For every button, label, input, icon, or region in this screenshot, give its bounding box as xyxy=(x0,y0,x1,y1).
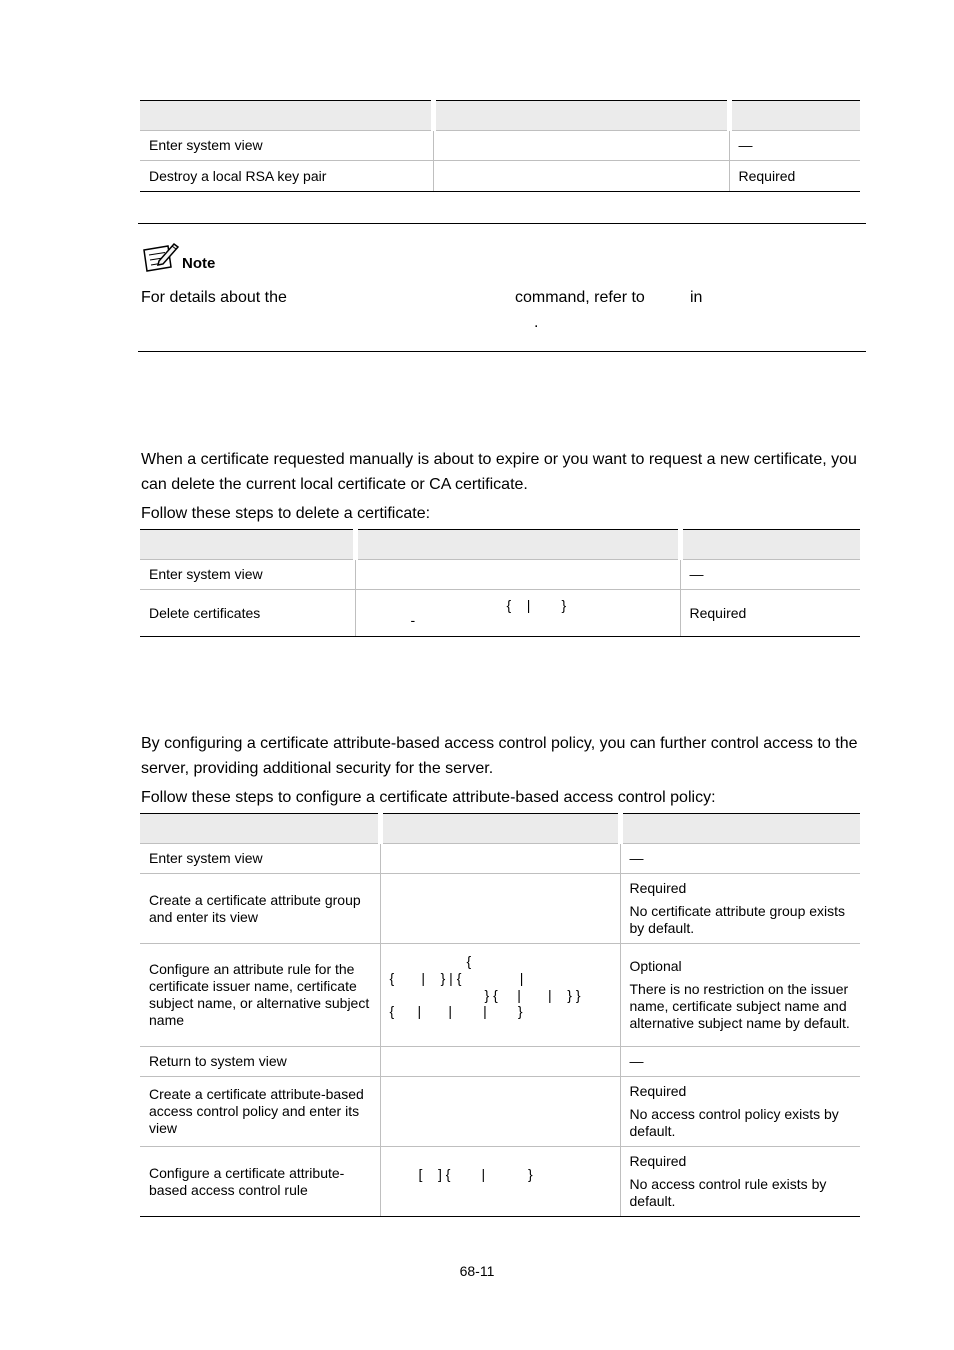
table-row xyxy=(140,874,860,944)
operation-cell: Delete certificates xyxy=(140,590,355,637)
table-header-row xyxy=(140,814,860,844)
operation-cell: Return to system view xyxy=(140,1047,380,1077)
header-cell xyxy=(380,814,620,844)
access-steps-intro: Follow these steps to configure a certificate attribute-based access control policy: xyxy=(141,789,716,806)
delete-intro-paragraph: When a certificate requested manually is about to expire or you want to request a new certificate, you can delete the current local certificate or CA certificate. xyxy=(141,451,857,493)
table-destroy-rsa-key xyxy=(140,100,860,192)
remarks-cell xyxy=(620,944,860,1047)
table-row xyxy=(140,1147,860,1217)
operation-cell: Create a certificate attribute-based access control policy and enter its view xyxy=(140,1077,380,1147)
operation-cell: Enter system view xyxy=(140,560,355,590)
table-row xyxy=(140,1047,860,1077)
table-row xyxy=(140,1077,860,1147)
remarks-detail: No access control policy exists by default. xyxy=(629,1106,839,1139)
remarks-cell: — xyxy=(729,131,860,161)
remarks-cell: — xyxy=(620,844,860,874)
remarks-detail: No certificate attribute group exists by default. xyxy=(629,903,846,936)
header-cell xyxy=(729,101,860,131)
header-cell xyxy=(680,530,860,560)
table-row xyxy=(140,944,860,1047)
command-cell xyxy=(380,1147,620,1217)
table-row xyxy=(140,560,860,590)
command-syntax-line: { | } xyxy=(506,597,567,613)
remarks-cell xyxy=(620,1147,860,1217)
operation-cell: Enter system view xyxy=(140,844,380,874)
command-cell xyxy=(355,560,680,590)
remarks-status: Required xyxy=(629,880,687,896)
note-text-in: in xyxy=(690,289,703,306)
command-cell xyxy=(433,131,729,161)
header-cell xyxy=(140,530,355,560)
operation-cell: Configure a certificate attribute-based access control rule xyxy=(140,1147,380,1217)
operation-cell: Destroy a local RSA key pair xyxy=(140,161,433,192)
remarks-cell xyxy=(620,1077,860,1147)
table-row xyxy=(140,161,860,192)
command-cell xyxy=(380,944,620,1047)
remarks-status: Required xyxy=(629,1083,687,1099)
note-top-rule xyxy=(138,223,866,224)
command-cell xyxy=(433,161,729,192)
command-syntax-line: { | } | { | xyxy=(389,970,524,986)
remarks-cell xyxy=(620,874,860,944)
command-cell xyxy=(380,1077,620,1147)
remarks-cell: — xyxy=(680,560,860,590)
command-syntax-line: { | | | } xyxy=(389,1003,523,1019)
operation-cell: Enter system view xyxy=(140,131,433,161)
header-cell xyxy=(140,101,433,131)
note-text-start: For details about the xyxy=(141,289,287,306)
access-intro-paragraph: By configuring a certificate attribute-based access control policy, you can further control access to the server, providing additional security for the server. xyxy=(141,735,858,777)
operation-cell: Configure an attribute rule for the certificate issuer name, certificate subject name, or alternative subject name xyxy=(140,944,380,1047)
remarks-detail: There is no restriction on the issuer name, certificate subject name and alternative subject name by default. xyxy=(629,981,850,1031)
table-row xyxy=(140,590,860,637)
remarks-cell: Required xyxy=(680,590,860,637)
note-title: Note xyxy=(182,255,216,272)
delete-steps-intro: Follow these steps to delete a certificate: xyxy=(141,505,431,522)
note-bottom-rule xyxy=(138,351,866,352)
header-cell xyxy=(620,814,860,844)
table-access-control-policy xyxy=(140,813,860,1217)
table-header-row xyxy=(140,530,860,560)
command-cell xyxy=(380,874,620,944)
command-cell xyxy=(355,590,680,637)
remarks-status: Optional xyxy=(629,958,682,974)
table-row xyxy=(140,131,860,161)
remarks-status: Required xyxy=(629,1153,687,1169)
command-syntax-line: { xyxy=(466,953,472,969)
header-cell xyxy=(140,814,380,844)
command-cell xyxy=(380,844,620,874)
command-syntax-line: [ ] { | } xyxy=(418,1166,533,1182)
command-syntax-line: } { | | } } xyxy=(484,987,581,1003)
command-cell xyxy=(380,1047,620,1077)
table-delete-certificate xyxy=(140,529,860,637)
table-row xyxy=(140,844,860,874)
remarks-cell: Required xyxy=(729,161,860,192)
note-text-middle: command, refer to xyxy=(515,289,645,306)
header-cell xyxy=(433,101,729,131)
command-syntax-line: - xyxy=(410,612,416,628)
operation-cell: Create a certificate attribute group and enter its view xyxy=(140,874,380,944)
header-cell xyxy=(355,530,680,560)
page-number: 68-11 xyxy=(459,1263,495,1279)
remarks-detail: No access control rule exists by default. xyxy=(629,1176,827,1209)
table-header-row xyxy=(140,101,860,131)
note-text-period: . xyxy=(534,314,539,331)
note-pencil-icon xyxy=(141,241,181,273)
remarks-cell: — xyxy=(620,1047,860,1077)
